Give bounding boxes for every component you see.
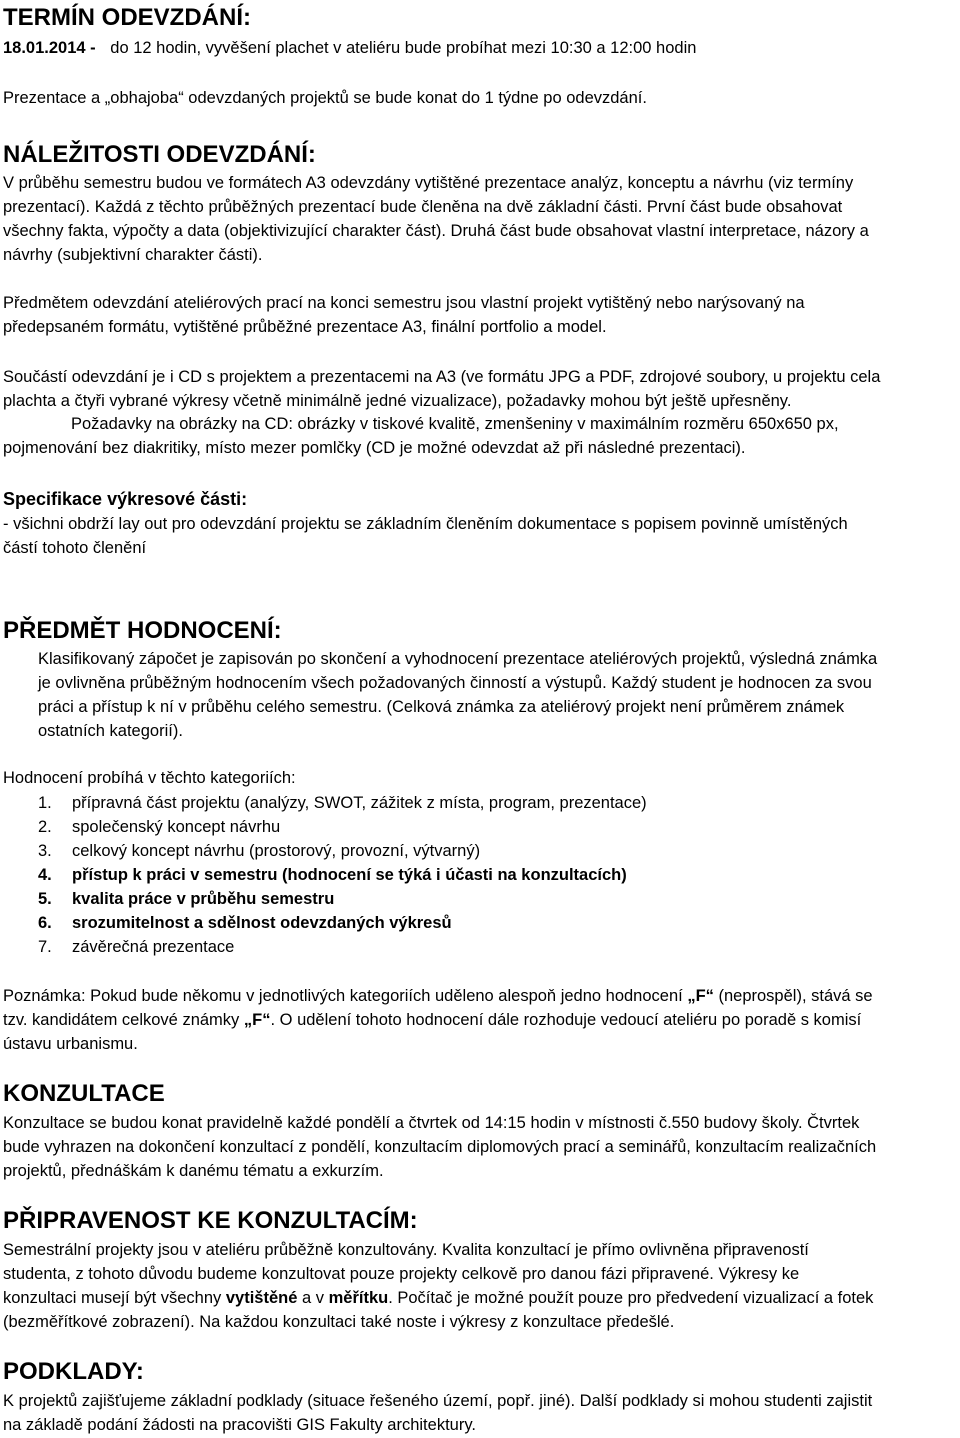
paragraph-line (3, 1287, 873, 1309)
paragraph-line: ostatních kategorií). (38, 722, 183, 740)
section-heading-konzultace: KONZULTACE (3, 1080, 165, 1107)
note-grade: „F“ (687, 987, 714, 1005)
paragraph-line: Semestrální projekty jsou v ateliéru průběžně konzultovány. Kvalita konzultací je přímo ovlivněna připraveností (3, 1241, 809, 1259)
list-text: celkový koncept návrhu (prostorový, provozní, výtvarný) (72, 842, 481, 860)
categories-intro: Hodnocení probíhá v těchto kategoriích: (3, 769, 296, 787)
list-text: přístup k práci v semestru (hodnocení se týká i účasti na konzultacích) (72, 866, 627, 884)
inline-bold: měřítku (328, 1289, 389, 1307)
list-text: přípravná část projektu (analýzy, SWOT, zážitek z místa, program, prezentace) (72, 794, 647, 812)
paragraph-line: předepsaném formátu, vytištěné průběžné prezentace A3, finální portfolio a model. (3, 318, 607, 336)
section-heading-podklady: PODKLADY: (3, 1358, 144, 1385)
section-heading-pripravenost: PŘIPRAVENOST KE KONZULTACÍM: (3, 1207, 418, 1234)
paragraph-line: Klasifikovaný zápočet je zapisován po skončení a vyhodnocení prezentace ateliérových projektů, výsledná známka (38, 650, 878, 668)
paragraph-line: studenta, z tohoto důvodu budeme konzultovat pouze projekty celkově pro danou fázi připravené. Výkresy ke (3, 1265, 800, 1283)
paragraph-line: plachta a čtyři vybrané výkresy včetně minimálně jedné vizualizace), požadavky mohou být ještě upřesněny. (3, 392, 792, 410)
paragraph-line: Požadavky na obrázky na CD: obrázky v tiskové kvalitě, zmenšeniny v maximálním rozměru 650x650 px, (71, 415, 839, 433)
list-number: 6. (38, 914, 52, 932)
section-heading-termin: TERMÍN ODEVZDÁNÍ: (3, 4, 251, 31)
paragraph-line: projektů, přednáškám k danému tématu a exkurzím. (3, 1162, 384, 1180)
list-number: 2. (38, 818, 52, 836)
paragraph-line: částí tohoto členění (3, 539, 147, 557)
paragraph-line: (bezměřítkové zobrazení). Na každou konzultaci také noste i výkresy z konzultace předešlé. (3, 1313, 675, 1331)
note-line: ústavu urbanismu. (3, 1035, 138, 1053)
inline-text: a v (297, 1289, 329, 1307)
section-heading-nalezitosti: NÁLEŽITOSTI ODEVZDÁNÍ: (3, 141, 316, 168)
list-item (38, 840, 480, 862)
list-number: 5. (38, 890, 52, 908)
paragraph-line: práci a přístup k ní v průběhu celého semestru. (Celková známka za ateliérový projekt není průměrem známek (38, 698, 845, 716)
note-text: Poznámka: Pokud bude někomu v jednotlivých kategoriích uděleno alespoň jedno hodnocení (3, 987, 688, 1005)
list-item (38, 792, 647, 814)
list-item (38, 816, 280, 838)
paragraph-line: prezentací). Každá z těchto průběžných prezentací bude členěna na dvě základní části. První část bude obsahovat (3, 198, 843, 216)
paragraph-line: - všichni obdrží lay out pro odevzdání projektu se základním členěním dokumentace s popisem povinně umístěných (3, 515, 848, 533)
paragraph-line: Součástí odevzdání je i CD s projektem a prezentacemi na A3 (ve formátu JPG a PDF, zdrojové soubory, u projektu cela (3, 368, 881, 386)
paragraph-line: na základě podání žádosti na pracovišti GIS Fakulty architektury. (3, 1416, 476, 1434)
list-item (38, 912, 452, 934)
paragraph-line: je ovlivněna průběžným hodnocením všech požadovaných činností a výstupů. Každý student je hodnocen za svou (38, 674, 872, 692)
paragraph-line: Předmětem odevzdání ateliérových prací na konci semestru jsou vlastní projekt vytištěný nebo narýsovaný na (3, 294, 805, 312)
presentation-text: Prezentace a „obhajoba“ odevzdaných projektů se bude konat do 1 týdne po odevzdání. (3, 89, 647, 107)
paragraph-line: Konzultace se budou konat pravidelně každé pondělí a čtvrtek od 14:15 hodin v místnosti č.550 budovy školy. Čtvrtek (3, 1114, 860, 1132)
list-number: 1. (38, 794, 52, 812)
section-heading-specifikace: Specifikace výkresové části: (3, 489, 248, 509)
note-line (3, 1009, 861, 1031)
note-line (3, 985, 873, 1007)
paragraph-line: návrhy (subjektivní charakter části). (3, 246, 263, 264)
paragraph-line: všechny fakta, výpočty a data (objektivizující charakter část). Druhá část bude obsahovat vlastní interpretace, názory a (3, 222, 869, 240)
deadline-text: do 12 hodin, vyvěšení plachet v ateliéru bude probíhat mezi 10:30 a 12:00 hodin (110, 39, 697, 57)
list-item (38, 864, 627, 886)
paragraph-line: pojmenování bez diakritiky, místo mezer pomlčky (CD je možné odevzdat až při následné prezentaci). (3, 439, 746, 457)
inline-text: konzultaci musejí být všechny (3, 1289, 226, 1307)
paragraph-line: V průběhu semestru budou ve formátech A3 odevzdány vytištěné prezentace analýz, konceptu a návrhu (viz termíny (3, 174, 854, 192)
note-text: tzv. kandidátem celkové známky (3, 1011, 244, 1029)
list-number: 7. (38, 938, 52, 956)
list-number: 3. (38, 842, 52, 860)
paragraph-line: K projektů zajišťujeme základní podklady (situace řešeného území, popř. jiné). Další podklady si mohou studenti zajistit (3, 1392, 873, 1410)
list-item (38, 888, 334, 910)
section-heading-hodnoceni: PŘEDMĚT HODNOCENÍ: (3, 617, 282, 644)
note-text: . O udělení tohoto hodnocení dále rozhoduje vedoucí ateliéru po poradě s komisí (270, 1011, 862, 1029)
list-item (38, 936, 234, 958)
inline-bold: vytištěné (225, 1289, 298, 1307)
list-number: 4. (38, 866, 52, 884)
deadline-date: 18.01.2014 (3, 39, 86, 57)
deadline-line (3, 37, 696, 59)
list-text: srozumitelnost a sdělnost odevzdaných výkresů (72, 914, 452, 932)
paragraph-line: bude vyhrazen na dokončení konzultací z pondělí, konzultacím diplomových prací a seminářů, konzultacím realizačních (3, 1138, 877, 1156)
note-text: (neprospěl), stává se (713, 987, 873, 1005)
list-text: společenský koncept návrhu (72, 818, 281, 836)
note-grade: „F“ (243, 1011, 271, 1029)
list-text: závěrečná prezentace (72, 938, 235, 956)
deadline-dash: - (85, 39, 101, 57)
inline-text: . Počítač je možné použít pouze pro předvedení vizualizací a fotek (388, 1289, 874, 1307)
list-text: kvalita práce v průběhu semestru (72, 890, 335, 908)
